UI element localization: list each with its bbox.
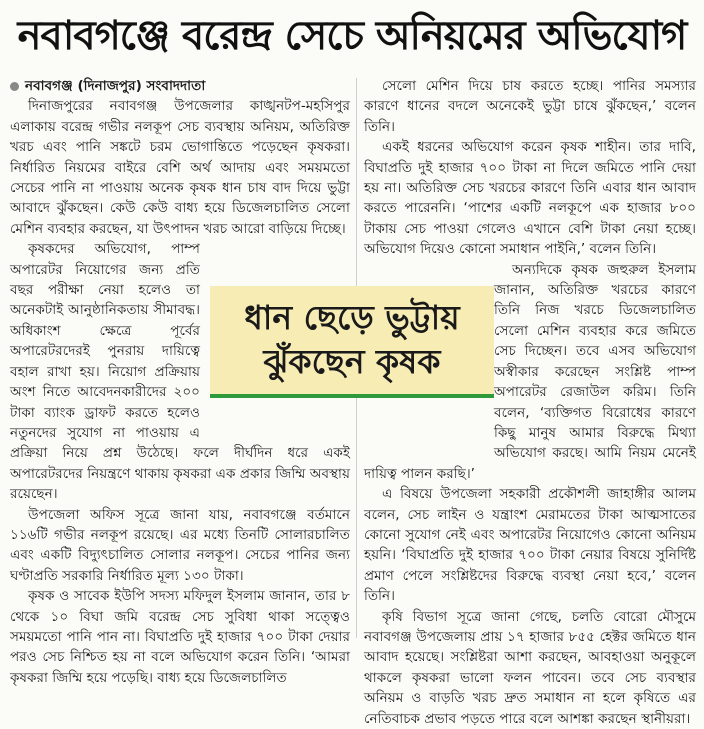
paragraph: অন্যদিকে কৃষক জহুরুল ইসলাম জানান, অতিরিক্ত খরচের কারণে তিনি নিজ খরচে ডিজেলচালিত সেলো মেশিন ব্যবহার করে জমিতে সেচ দিচ্ছেন। তবে এসব অভিযোগ অস্বীকার করেছেন সংশ্লিষ্ট পাম্প অপারেটর রেজাউল করিম। তিনি বলেন, ‘ব্যক্তিগত বিরোধের কারণে কিছু মানুষ আমার বিরুদ্ধে মিথ্যা অভিযোগ করছে। আমি নিয়ম মেনেই দায়িত্ব পালন করছি।’: [364, 261, 696, 482]
paragraph: সেলো মেশিন দিয়ে চাষ করতে হচ্ছে। পানির সমস্যার কারণে ধানের বদলে অনেকেই ভুট্টা চাষে ঝুঁকছেন,’ বলেন তিনি।: [364, 78, 696, 135]
headline: নবাবগঞ্জে বরেন্দ্র সেচে অনিয়মের অভিযোগ: [17, 12, 687, 59]
paragraph: একই ধরনের অভিযোগ করেন কৃষক শাহীন। তার দাবি, বিঘাপ্রতি দুই হাজার ৭০০ টাকা না দিলে জমিতে পানি দেয়া হয় না। অতিরিক্ত সেচ খরচের কারণে তিনি এবার ধান আবাদ করতে পারেননি। ‘পাশের একটি নলকূপে এক হাজার ৮০০ টাকায় সেচ পাওয়া গেলেও এখানে বেশি টাকা নেয়া হচ্ছে। অভিযোগ দিয়েও কোনো সমাধান পাইনি,’ বলেন তিনি।: [364, 139, 696, 258]
paragraph: এ বিষয়ে উপজেলা সহকারী প্রকৌশলী জাহাঙ্গীর আলম বলেন, সেচ লাইন ও যন্ত্রাংশ মেরামতের টাকা আত্মসাতের কোনো সুযোগ নেই এবং অপারেটর নিয়োগেও কোনো অনিয়ম হয়নি। ‘বিঘাপ্রতি দুই হাজার ৭০০ টাকা নেয়ার বিষয়ে সুনির্দিষ্ট প্রমাণ পেলে সংশ্লিষ্টদের বিরুদ্ধে ব্যবস্থা নেয়া হবে,’ বলেন তিনি।: [364, 486, 696, 605]
byline-text: নবাবগঞ্জ (দিনাজপুর) সংবাদদাতা: [25, 78, 206, 94]
byline: [10, 76, 350, 96]
bullet-icon: [10, 82, 19, 91]
callout-line-1: ধান ছেড়ে ভুট্টায়: [244, 298, 460, 337]
callout-line-2: ঝুঁকছেন কৃষক: [263, 342, 441, 381]
paragraph: কৃষকদের অভিযোগ, পাম্প অপারেটর নিয়োগের জন্য প্রতি বছর পরীক্ষা নেয়া হলেও তা অনেকটাই আনুষ্ঠানিকতায় সীমাবদ্ধ। অধিকাংশ ক্ষেত্রে পূর্বের অপারেটরদেরই পুনরায় দায়িত্বে বহাল রাখা হয়। নিয়োগ প্রক্রিয়ায় অংশ নিতে আবেদনকারীদের ২০০ টাকা ব্যাংক ড্রাফট করতে হলেও নতুনদের সুযোগ না পাওয়ায় এ প্রক্রিয়া নিয়ে প্রশ্ন উঠেছে। ফলে দীর্ঘদিন ধরে একই অপারেটরদের নিয়ন্ত্রণে থাকায় কৃষকরা এক প্রকার জিম্মি অবস্থায় রয়েছেন।: [10, 241, 350, 503]
pull-quote-callout: [210, 286, 494, 398]
paragraph: দিনাজপুরের নবাবগঞ্জ উপজেলার কাঙ্খনটপ-মহসিপুর এলাকায় বরেন্দ্র গভীর নলকূপ সেচ ব্যবস্থায় অনিয়ম, অতিরিক্ত খরচ এবং পানি সঙ্কটে চরম ভোগান্তিতে পড়েছেন কৃষকরা। নির্ধারিত নিয়মের বাইরে বেশি অর্থ আদায় এবং সময়মতো সেচের পানি না পাওয়ায় অনেক কৃষক ধান চাষ বাদ দিয়ে ভুট্টা আবাদে ঝুঁকছেন। কেউ কেউ বাধ্য হয়ে ডিজেলচালিত সেলো মেশিন ব্যবহার করছেন, যা উৎপাদন খরচ আরো বাড়িয়ে দিচ্ছে।: [10, 98, 350, 237]
paragraph: উপজেলা অফিস সূত্রে জানা যায়, নবাবগঞ্জে বর্তমানে ১১৬টি গভীর নলকূপ রয়েছে। এর মধ্যে তিনটি সোলারচালিত এবং একটি বিদ্যুৎচালিত সোলার নলকূপ। সেচের পানির জন্য ঘণ্টাপ্রতি সরকারি নির্ধারিত মূল্য ১৩০ টাকা।: [10, 506, 350, 584]
paragraph: কৃষক ও সাবেক ইউপি সদস্য মফিদুল ইসলাম জানান, তার ৮ থেকে ১০ বিঘা জমি বরেন্দ্র সেচ সুবিধা থাকা সত্ত্বেও সময়মতো পানি পান না। বিঘাপ্রতি দুই হাজার ৭০০ টাকা দেয়ার পরও সেচ নিশ্চিত হয় না বলে অভিযোগ করেন তিনি। ‘আমরা কৃষকরা জিম্মি হয়ে পড়েছি। বাধ্য হয়ে ডিজেলচালিত: [10, 588, 350, 686]
paragraph: কৃষি বিভাগ সূত্রে জানা গেছে, চলতি বোরো মৌসুমে নবাবগঞ্জ উপজেলায় প্রায় ১৭ হাজার ৮৫৫ হেক্টর জমিতে ধান আবাদ হয়েছে। সংশ্লিষ্টরা আশা করছেন, আবহাওয়া অনুকূলে থাকলে কৃষকরা ভালো ফলন পাবেন। তবে সেচ ব্যবস্থার অনিয়ম ও বাড়তি খরচ দ্রুত সমাধান না হলে কৃষিতে এর নেতিবাচক প্রভাব পড়তে পারে বলে আশঙ্কা করছেন স্থানীয়রা।: [364, 608, 696, 727]
